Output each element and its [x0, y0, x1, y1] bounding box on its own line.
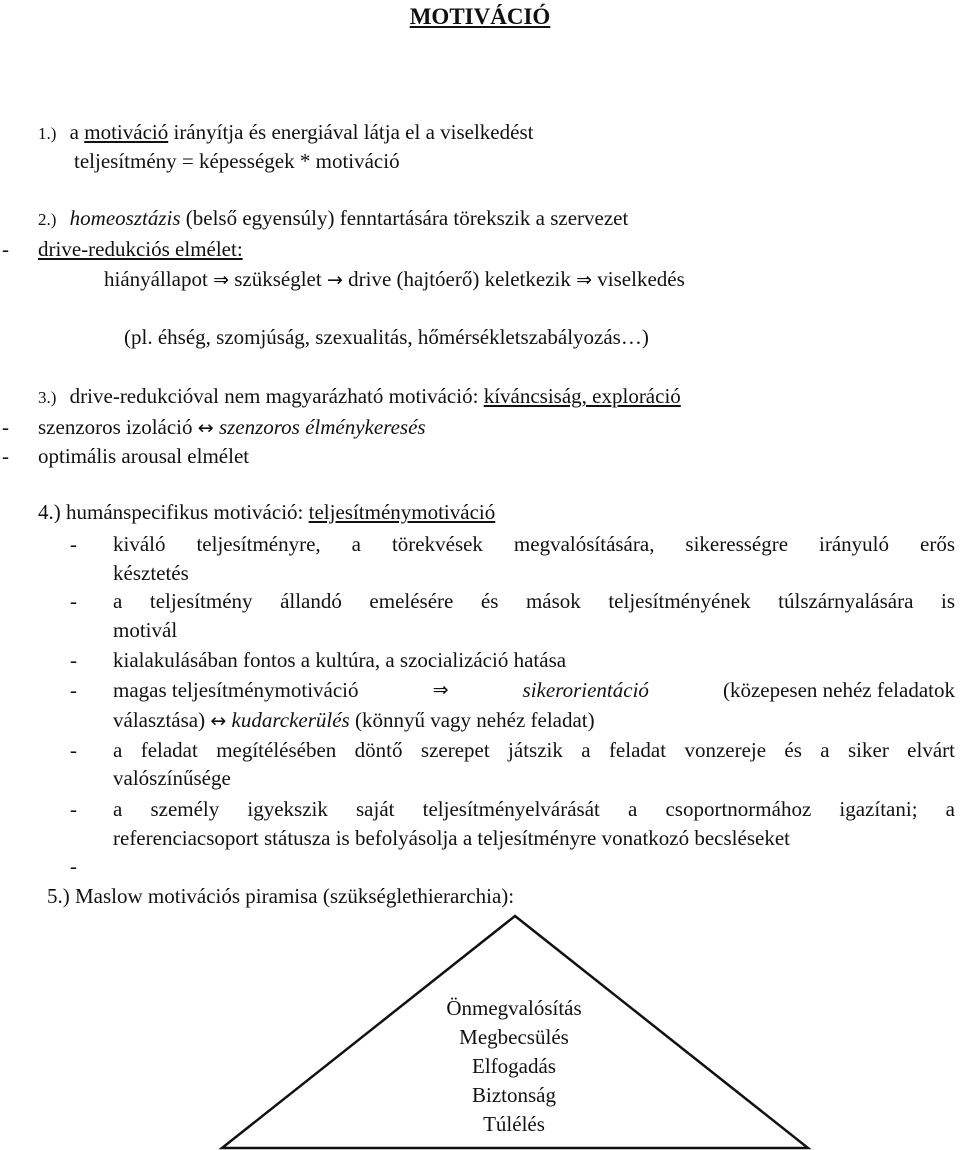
pyramid-level-1: Önmegvalósítás: [446, 996, 582, 1020]
section-4-dash-5: -: [70, 738, 77, 762]
easy-hard-task-text: (könnyű vagy nehéz feladat): [354, 708, 595, 732]
success-orientation-text: sikerorientáció: [522, 678, 649, 702]
section-4-dash-1: -: [70, 532, 77, 556]
section-4-dash-2: -: [70, 589, 77, 613]
section-1-number: 1.): [38, 124, 57, 143]
section-3-number: 3.): [38, 388, 57, 407]
pyramid-level-5: Túlélés: [483, 1112, 545, 1136]
section-4-keyword: teljesítménymotiváció: [308, 500, 496, 524]
section-1-prefix: a: [69, 120, 79, 144]
section-3-dash-1: -: [2, 415, 9, 439]
section-2-dash: -: [2, 237, 9, 261]
section-4-bullet-1-cont: késztetés: [113, 561, 189, 585]
section-1-formula: teljesítmény = képességek * motiváció: [74, 149, 400, 173]
section-4-bullet-5: a feladat megítélésében döntő szerepet játszik a feladat vonzereje és a siker elvárt: [113, 738, 955, 762]
pyramid-level-2: Megbecsülés: [459, 1025, 569, 1049]
chain-step-b: szükséglet: [234, 267, 322, 291]
section-2-keyword: homeosztázis: [69, 206, 181, 230]
double-arrow-icon: ↔: [197, 417, 214, 439]
page-title: MOTIVÁCIÓ: [409, 4, 551, 29]
section-4-bullet-5-cont: valószínűsége: [113, 766, 231, 790]
implies-arrow-icon: ⇒: [213, 269, 229, 291]
section-4-bullet-6: a személy igyekszik saját teljesítményelvárását a csoportnormához igazítani; a: [113, 797, 955, 821]
implies-arrow-icon: ⇒: [432, 679, 449, 701]
pyramid-level-3: Elfogadás: [472, 1054, 556, 1078]
section-3-keyword: kíváncsiság, exploráció: [483, 384, 681, 408]
section-1-keyword: motiváció: [84, 120, 169, 144]
section-2-subtitle: drive-redukciós elmélet:: [38, 237, 243, 261]
section-4-bullet-2-cont: motivál: [113, 618, 178, 642]
chain-step-a: hiányállapot: [104, 267, 208, 291]
pyramid-level-4: Biztonság: [472, 1083, 556, 1107]
section-3-text: drive-redukcióval nem magyarázható motiváció:: [69, 384, 479, 408]
sensory-isolation-text: szenzoros izoláció: [38, 415, 193, 439]
section-4-lead: 4.) humánspecifikus motiváció:: [38, 500, 304, 524]
implies-arrow-icon: ⇒: [576, 269, 593, 291]
moderate-tasks-text: (közepesen nehéz feladatok: [722, 678, 955, 702]
chain-step-d: viselkedés: [597, 267, 685, 291]
section-4-bullet-1: kiváló teljesítményre, a törekvések megvalósítására, sikerességre irányuló erős: [113, 532, 955, 556]
right-arrow-icon: →: [326, 269, 343, 291]
section-5-title: 5.) Maslow motivációs piramisa (szükséglethierarchia):: [47, 884, 515, 908]
section-2-example: (pl. éhség, szomjúság, szexualitás, hőmérsékletszabályozás…): [124, 325, 649, 349]
failure-avoidance-text: kudarckerülés: [231, 708, 350, 732]
sensory-seeking-text: szenzoros élménykeresés: [218, 415, 426, 439]
section-4-dash-7: -: [70, 854, 77, 878]
double-arrow-icon: ↔: [210, 710, 227, 732]
section-3-bullet-2: optimális arousal elmélet: [38, 444, 250, 468]
section-2-number: 2.): [38, 210, 57, 229]
section-4-dash-6: -: [70, 797, 77, 821]
section-4-bullet-3: kialakulásában fontos a kultúra, a szocializáció hatása: [113, 648, 567, 672]
section-4-dash-4: -: [70, 678, 77, 702]
section-4-bullet-2: a teljesítmény állandó emelésére és mások teljesítményének túlszárnyalására is: [113, 589, 955, 613]
high-achievement-text: magas teljesítménymotiváció: [113, 678, 359, 702]
chain-step-c: drive (hajtóerő) keletkezik: [348, 267, 571, 291]
section-1-text: irányítja és energiával látja el a viselkedést: [173, 120, 534, 144]
section-4-bullet-6-cont: referenciacsoport státusza is befolyásolja a teljesítményre vonatkozó becsléseket: [113, 826, 790, 850]
section-2-text: (belső egyensúly) fenntartására törekszik a szervezet: [185, 206, 629, 230]
section-4-dash-3: -: [70, 648, 77, 672]
choice-text: választása): [113, 708, 206, 732]
section-3-dash-2: -: [2, 444, 9, 468]
